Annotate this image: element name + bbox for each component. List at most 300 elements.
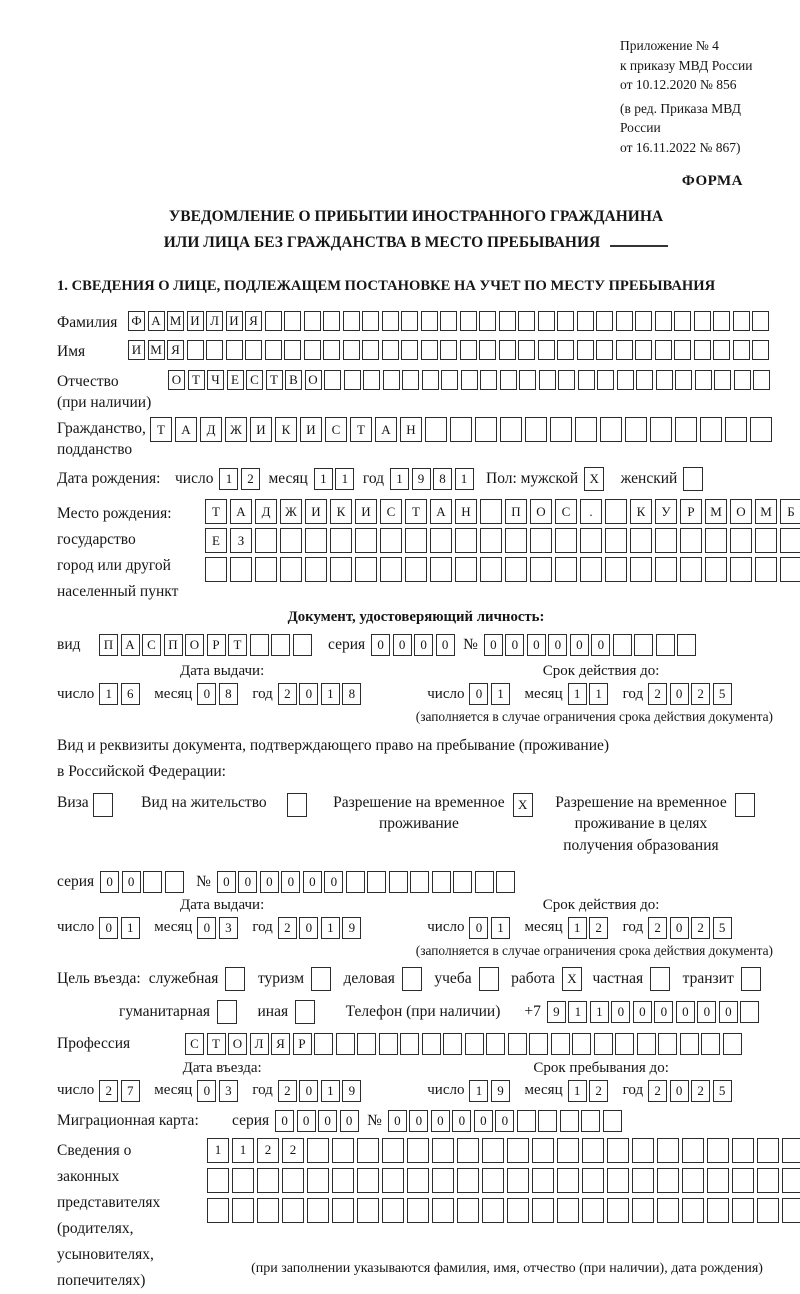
form-cell[interactable]: О [530, 499, 552, 524]
form-cell[interactable] [582, 1138, 604, 1163]
form-cell[interactable] [293, 634, 312, 656]
form-cell[interactable] [465, 1033, 484, 1055]
form-cell[interactable] [479, 311, 496, 331]
form-cell[interactable] [650, 967, 670, 991]
form-cell[interactable] [753, 370, 770, 390]
form-cell[interactable]: Ж [225, 417, 247, 442]
form-cell[interactable] [680, 1033, 699, 1055]
form-cell[interactable]: 5 [713, 683, 732, 705]
form-cell[interactable] [357, 1168, 379, 1193]
form-cell[interactable] [555, 557, 577, 582]
form-cell[interactable]: X [513, 793, 533, 817]
form-cell[interactable] [367, 871, 386, 893]
form-cell[interactable]: Т [188, 370, 205, 390]
form-cell[interactable]: 0 [670, 1080, 689, 1102]
form-cell[interactable]: Н [400, 417, 422, 442]
form-cell[interactable] [362, 340, 379, 360]
form-cell[interactable]: Я [271, 1033, 290, 1055]
form-cell[interactable] [389, 871, 408, 893]
form-cell[interactable] [705, 557, 727, 582]
form-cell[interactable] [550, 417, 572, 442]
form-cell[interactable] [382, 1138, 404, 1163]
form-cell[interactable] [682, 1198, 704, 1223]
form-cell[interactable] [332, 1198, 354, 1223]
form-cell[interactable] [479, 340, 496, 360]
form-cell[interactable] [425, 417, 447, 442]
form-cell[interactable] [658, 1033, 677, 1055]
form-cell[interactable] [357, 1138, 379, 1163]
form-cell[interactable] [538, 1110, 557, 1132]
form-cell[interactable]: И [250, 417, 272, 442]
form-cell[interactable] [730, 557, 752, 582]
form-cell[interactable]: С [185, 1033, 204, 1055]
form-cell[interactable]: Я [245, 311, 262, 331]
form-cell[interactable] [460, 311, 477, 331]
form-cell[interactable]: 0 [670, 917, 689, 939]
form-cell[interactable] [605, 528, 627, 553]
form-cell[interactable] [615, 1033, 634, 1055]
form-cell[interactable] [694, 340, 711, 360]
form-cell[interactable] [187, 340, 204, 360]
form-cell[interactable] [605, 557, 627, 582]
form-cell[interactable] [505, 557, 527, 582]
form-cell[interactable]: П [505, 499, 527, 524]
form-cell[interactable] [752, 311, 769, 331]
form-cell[interactable]: 0 [431, 1110, 450, 1132]
form-cell[interactable]: 2 [278, 1080, 297, 1102]
form-cell[interactable]: 8 [342, 683, 361, 705]
form-cell[interactable] [713, 311, 730, 331]
form-cell[interactable]: 2 [241, 468, 260, 490]
form-cell[interactable]: Л [206, 311, 223, 331]
visa-checkbox[interactable] [93, 793, 116, 817]
form-cell[interactable] [519, 370, 536, 390]
form-cell[interactable] [332, 1168, 354, 1193]
form-cell[interactable] [782, 1168, 800, 1193]
form-cell[interactable]: 1 [568, 1080, 587, 1102]
form-cell[interactable] [304, 340, 321, 360]
form-cell[interactable]: З [230, 528, 252, 553]
female-checkbox[interactable] [683, 467, 706, 491]
form-cell[interactable] [557, 1138, 579, 1163]
form-cell[interactable] [557, 1198, 579, 1223]
form-cell[interactable] [529, 1033, 548, 1055]
form-cell[interactable] [616, 340, 633, 360]
form-cell[interactable]: 0 [436, 634, 455, 656]
form-cell[interactable] [430, 557, 452, 582]
form-cell[interactable] [755, 528, 777, 553]
form-cell[interactable] [422, 1033, 441, 1055]
form-cell[interactable] [581, 1110, 600, 1132]
form-cell[interactable] [632, 1198, 654, 1223]
form-cell[interactable]: 0 [197, 683, 216, 705]
form-cell[interactable] [257, 1168, 279, 1193]
form-cell[interactable] [682, 1168, 704, 1193]
form-cell[interactable]: 8 [433, 468, 452, 490]
form-cell[interactable] [757, 1198, 779, 1223]
phone-cells[interactable] [547, 1001, 762, 1023]
form-cell[interactable] [675, 417, 697, 442]
form-cell[interactable] [683, 467, 703, 491]
form-cell[interactable]: 2 [278, 917, 297, 939]
form-cell[interactable]: 0 [299, 1080, 318, 1102]
form-cell[interactable] [282, 1198, 304, 1223]
form-cell[interactable]: У [655, 499, 677, 524]
form-cell[interactable]: Б [780, 499, 800, 524]
form-cell[interactable] [382, 1168, 404, 1193]
form-cell[interactable] [701, 1033, 720, 1055]
form-cell[interactable] [307, 1198, 329, 1223]
form-cell[interactable] [332, 1138, 354, 1163]
form-cell[interactable] [282, 1168, 304, 1193]
form-cell[interactable] [600, 417, 622, 442]
form-cell[interactable]: И [187, 311, 204, 331]
form-cell[interactable] [480, 528, 502, 553]
form-cell[interactable]: 2 [648, 683, 667, 705]
form-cell[interactable] [507, 1168, 529, 1193]
form-cell[interactable] [314, 1033, 333, 1055]
form-cell[interactable] [232, 1198, 254, 1223]
form-cell[interactable]: 2 [278, 683, 297, 705]
form-cell[interactable]: Е [205, 528, 227, 553]
form-cell[interactable] [555, 528, 577, 553]
form-cell[interactable] [480, 370, 497, 390]
form-cell[interactable] [580, 557, 602, 582]
form-cell[interactable] [532, 1168, 554, 1193]
form-cell[interactable] [421, 340, 438, 360]
form-cell[interactable] [307, 1168, 329, 1193]
form-cell[interactable] [457, 1168, 479, 1193]
form-cell[interactable] [656, 370, 673, 390]
form-cell[interactable] [674, 311, 691, 331]
form-cell[interactable] [740, 1001, 759, 1023]
form-cell[interactable] [382, 311, 399, 331]
form-cell[interactable]: 1 [568, 683, 587, 705]
form-cell[interactable]: М [705, 499, 727, 524]
form-cell[interactable]: 1 [207, 1138, 229, 1163]
form-cell[interactable] [405, 528, 427, 553]
form-cell[interactable] [632, 1168, 654, 1193]
form-cell[interactable]: 0 [303, 871, 322, 893]
form-cell[interactable] [405, 557, 427, 582]
form-cell[interactable]: Т [228, 634, 247, 656]
form-cell[interactable] [507, 1198, 529, 1223]
form-cell[interactable]: О [185, 634, 204, 656]
form-cell[interactable] [713, 340, 730, 360]
form-cell[interactable]: Н [455, 499, 477, 524]
form-cell[interactable]: А [430, 499, 452, 524]
form-cell[interactable] [580, 528, 602, 553]
form-cell[interactable]: 1 [568, 1001, 587, 1023]
form-cell[interactable]: Я [167, 340, 184, 360]
form-cell[interactable]: X [562, 967, 582, 991]
form-cell[interactable] [143, 871, 162, 893]
form-cell[interactable]: 1 [335, 468, 354, 490]
form-cell[interactable] [217, 1000, 237, 1024]
form-cell[interactable]: 0 [324, 871, 343, 893]
form-cell[interactable]: 0 [719, 1001, 738, 1023]
form-cell[interactable] [575, 417, 597, 442]
form-cell[interactable] [757, 1168, 779, 1193]
form-cell[interactable] [558, 370, 575, 390]
purpose-study-checkbox[interactable] [479, 967, 502, 991]
form-cell[interactable]: 6 [121, 683, 140, 705]
form-cell[interactable]: 0 [633, 1001, 652, 1023]
form-cell[interactable]: О [305, 370, 322, 390]
form-cell[interactable]: 0 [99, 917, 118, 939]
form-cell[interactable] [551, 1033, 570, 1055]
form-cell[interactable] [205, 557, 227, 582]
form-cell[interactable] [634, 634, 653, 656]
form-cell[interactable]: М [148, 340, 165, 360]
form-cell[interactable]: 9 [342, 917, 361, 939]
form-cell[interactable] [232, 1168, 254, 1193]
form-cell[interactable] [305, 557, 327, 582]
form-cell[interactable]: 1 [219, 468, 238, 490]
form-cell[interactable] [707, 1168, 729, 1193]
form-cell[interactable]: 2 [691, 917, 710, 939]
form-cell[interactable]: 0 [409, 1110, 428, 1132]
form-cell[interactable] [432, 1168, 454, 1193]
form-cell[interactable]: 0 [340, 1110, 359, 1132]
form-cell[interactable] [455, 528, 477, 553]
form-cell[interactable] [734, 370, 751, 390]
form-cell[interactable] [480, 557, 502, 582]
form-cell[interactable] [707, 1198, 729, 1223]
form-cell[interactable] [616, 311, 633, 331]
form-cell[interactable] [603, 1110, 622, 1132]
form-cell[interactable] [508, 1033, 527, 1055]
form-cell[interactable]: 9 [342, 1080, 361, 1102]
form-cell[interactable] [695, 370, 712, 390]
form-cell[interactable]: И [300, 417, 322, 442]
form-cell[interactable]: 0 [505, 634, 524, 656]
form-cell[interactable]: И [226, 311, 243, 331]
form-cell[interactable] [500, 417, 522, 442]
form-cell[interactable] [707, 1138, 729, 1163]
form-cell[interactable] [675, 370, 692, 390]
form-cell[interactable] [479, 967, 499, 991]
form-cell[interactable] [363, 370, 380, 390]
form-cell[interactable] [407, 1168, 429, 1193]
form-cell[interactable]: 0 [238, 871, 257, 893]
form-cell[interactable] [440, 340, 457, 360]
form-cell[interactable]: Т [266, 370, 283, 390]
form-cell[interactable] [422, 370, 439, 390]
form-cell[interactable]: Т [150, 417, 172, 442]
form-cell[interactable] [582, 1168, 604, 1193]
form-cell[interactable] [323, 311, 340, 331]
form-cell[interactable]: 0 [469, 917, 488, 939]
form-cell[interactable] [457, 1138, 479, 1163]
form-cell[interactable] [518, 340, 535, 360]
form-cell[interactable]: К [630, 499, 652, 524]
purpose-official-checkbox[interactable] [225, 967, 248, 991]
form-cell[interactable]: 2 [99, 1080, 118, 1102]
form-cell[interactable] [496, 871, 515, 893]
form-cell[interactable]: 1 [491, 683, 510, 705]
form-cell[interactable]: Е [227, 370, 244, 390]
form-cell[interactable] [255, 528, 277, 553]
form-cell[interactable] [271, 634, 290, 656]
form-cell[interactable] [730, 528, 752, 553]
form-cell[interactable]: 9 [491, 1080, 510, 1102]
purpose-work-checkbox[interactable] [562, 967, 585, 991]
form-cell[interactable]: 2 [589, 1080, 608, 1102]
form-cell[interactable] [705, 528, 727, 553]
form-cell[interactable] [539, 370, 556, 390]
form-cell[interactable] [723, 1033, 742, 1055]
form-cell[interactable] [382, 1198, 404, 1223]
form-cell[interactable] [421, 311, 438, 331]
form-cell[interactable] [357, 1033, 376, 1055]
form-cell[interactable]: 7 [121, 1080, 140, 1102]
form-cell[interactable]: 1 [390, 468, 409, 490]
form-cell[interactable] [682, 1138, 704, 1163]
form-cell[interactable] [287, 793, 307, 817]
form-cell[interactable]: О [730, 499, 752, 524]
form-cell[interactable]: 0 [197, 917, 216, 939]
form-cell[interactable]: Т [207, 1033, 226, 1055]
form-cell[interactable] [480, 499, 502, 524]
form-cell[interactable]: 0 [654, 1001, 673, 1023]
form-cell[interactable] [650, 417, 672, 442]
form-cell[interactable] [780, 528, 800, 553]
form-cell[interactable]: П [99, 634, 118, 656]
form-cell[interactable]: 1 [321, 683, 340, 705]
form-cell[interactable]: М [167, 311, 184, 331]
form-cell[interactable] [382, 340, 399, 360]
form-cell[interactable] [380, 557, 402, 582]
form-cell[interactable] [250, 634, 269, 656]
form-cell[interactable]: 1 [314, 468, 333, 490]
form-cell[interactable] [677, 634, 696, 656]
form-cell[interactable] [499, 311, 516, 331]
form-cell[interactable] [343, 311, 360, 331]
form-cell[interactable] [440, 311, 457, 331]
form-cell[interactable] [735, 793, 755, 817]
form-cell[interactable] [572, 1033, 591, 1055]
form-cell[interactable] [225, 967, 245, 991]
form-cell[interactable] [733, 340, 750, 360]
form-cell[interactable] [657, 1138, 679, 1163]
form-cell[interactable] [206, 340, 223, 360]
form-cell[interactable] [330, 528, 352, 553]
form-cell[interactable]: X [584, 467, 604, 491]
form-cell[interactable] [597, 370, 614, 390]
form-cell[interactable] [401, 311, 418, 331]
purpose-private-checkbox[interactable] [650, 967, 673, 991]
form-cell[interactable]: 0 [548, 634, 567, 656]
form-cell[interactable]: 0 [591, 634, 610, 656]
form-cell[interactable]: Ж [280, 499, 302, 524]
residence-permit-checkbox[interactable] [287, 793, 310, 817]
form-cell[interactable] [357, 1198, 379, 1223]
form-cell[interactable]: Л [250, 1033, 269, 1055]
form-cell[interactable]: 5 [713, 1080, 732, 1102]
form-cell[interactable] [295, 1000, 315, 1024]
form-cell[interactable] [607, 1138, 629, 1163]
form-cell[interactable] [538, 340, 555, 360]
form-cell[interactable] [757, 1138, 779, 1163]
form-cell[interactable] [226, 340, 243, 360]
form-cell[interactable] [582, 1198, 604, 1223]
form-cell[interactable]: К [275, 417, 297, 442]
form-cell[interactable] [694, 311, 711, 331]
form-cell[interactable]: 0 [670, 683, 689, 705]
form-cell[interactable] [607, 1168, 629, 1193]
form-cell[interactable] [674, 340, 691, 360]
form-cell[interactable] [482, 1198, 504, 1223]
form-cell[interactable]: 0 [281, 871, 300, 893]
form-cell[interactable]: 9 [547, 1001, 566, 1023]
form-cell[interactable]: 0 [527, 634, 546, 656]
form-cell[interactable] [323, 340, 340, 360]
form-cell[interactable] [635, 340, 652, 360]
form-cell[interactable]: Т [405, 499, 427, 524]
form-cell[interactable] [530, 528, 552, 553]
form-cell[interactable]: А [148, 311, 165, 331]
form-cell[interactable] [500, 370, 517, 390]
form-cell[interactable] [750, 417, 772, 442]
form-cell[interactable] [499, 340, 516, 360]
form-cell[interactable] [656, 634, 675, 656]
form-cell[interactable] [700, 417, 722, 442]
form-cell[interactable]: 0 [260, 871, 279, 893]
form-cell[interactable]: С [325, 417, 347, 442]
form-cell[interactable] [594, 1033, 613, 1055]
form-cell[interactable] [355, 557, 377, 582]
form-cell[interactable]: 8 [219, 683, 238, 705]
temp-residence-checkbox[interactable] [513, 793, 536, 817]
form-cell[interactable] [532, 1138, 554, 1163]
form-cell[interactable]: 0 [388, 1110, 407, 1132]
form-cell[interactable] [280, 528, 302, 553]
form-cell[interactable]: И [355, 499, 377, 524]
form-cell[interactable] [304, 311, 321, 331]
form-cell[interactable]: С [555, 499, 577, 524]
form-cell[interactable] [607, 1198, 629, 1223]
form-cell[interactable]: 2 [691, 1080, 710, 1102]
form-cell[interactable] [311, 967, 331, 991]
form-cell[interactable]: . [580, 499, 602, 524]
form-cell[interactable]: П [164, 634, 183, 656]
form-cell[interactable] [457, 1198, 479, 1223]
form-cell[interactable]: А [175, 417, 197, 442]
form-cell[interactable]: С [142, 634, 161, 656]
form-cell[interactable] [265, 311, 282, 331]
form-cell[interactable]: 0 [299, 683, 318, 705]
male-checkbox[interactable] [584, 467, 607, 491]
form-cell[interactable] [755, 557, 777, 582]
form-cell[interactable]: 1 [321, 917, 340, 939]
form-cell[interactable] [265, 340, 282, 360]
form-cell[interactable]: 5 [713, 917, 732, 939]
form-cell[interactable] [379, 1033, 398, 1055]
form-cell[interactable] [402, 967, 422, 991]
form-cell[interactable]: 2 [282, 1138, 304, 1163]
form-cell[interactable] [733, 311, 750, 331]
purpose-transit-checkbox[interactable] [741, 967, 764, 991]
form-cell[interactable] [617, 370, 634, 390]
form-cell[interactable]: 0 [197, 1080, 216, 1102]
form-cell[interactable] [441, 370, 458, 390]
form-cell[interactable]: 1 [469, 1080, 488, 1102]
form-cell[interactable] [655, 557, 677, 582]
form-cell[interactable] [455, 557, 477, 582]
form-cell[interactable]: 0 [469, 683, 488, 705]
form-cell[interactable] [630, 528, 652, 553]
